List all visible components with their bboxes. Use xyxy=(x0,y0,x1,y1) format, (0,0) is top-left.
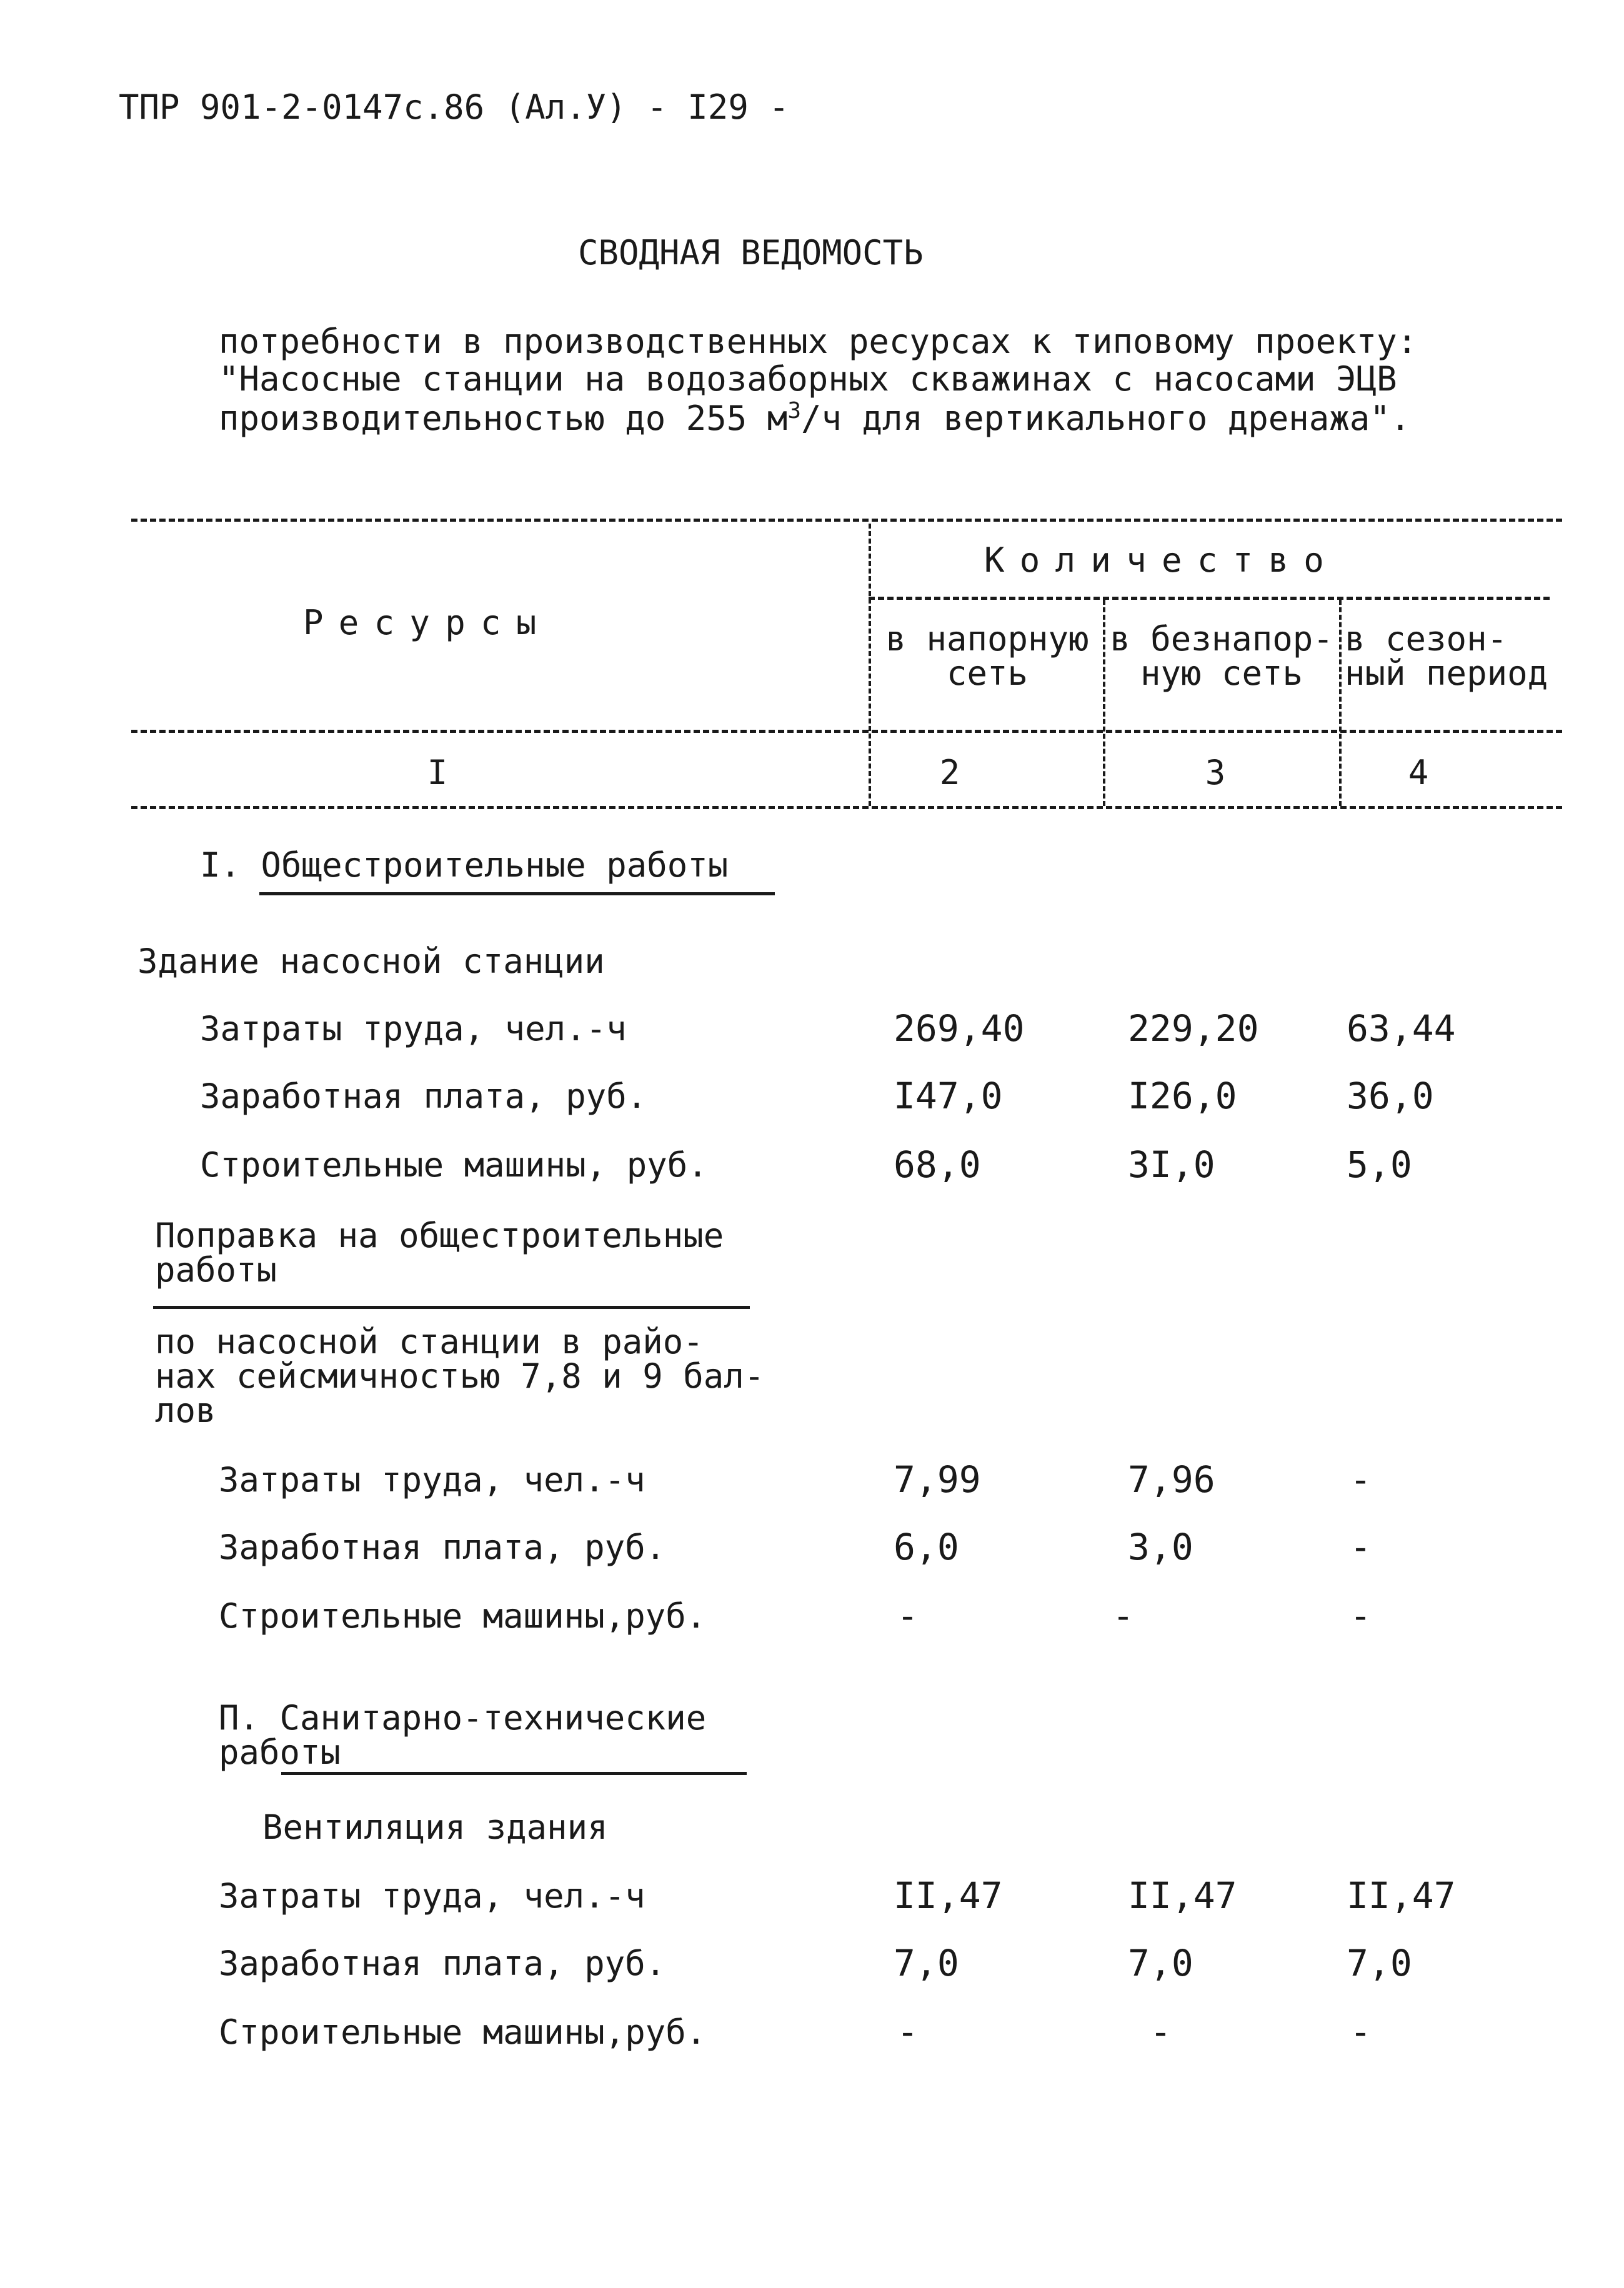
header-bottom-rule xyxy=(131,730,1562,733)
cell-value: 269,40 xyxy=(894,1007,1025,1050)
column-number-3: 3 xyxy=(1205,753,1226,792)
superscript-3: 3 xyxy=(787,398,801,424)
cell-value: - xyxy=(1350,1526,1372,1568)
cell-value: II,47 xyxy=(1128,1874,1237,1917)
row-label: Заработная плата, руб. xyxy=(200,1077,647,1116)
cell-value: - xyxy=(1350,1594,1372,1637)
header-col-pressure-network: в напорную сеть xyxy=(885,619,1089,694)
header-resources: Ресурсы xyxy=(303,603,552,642)
row-label: Строительные машины,руб. xyxy=(219,1596,707,1636)
row-label: Затраты труда, чел.-ч xyxy=(219,1460,645,1500)
quantity-subheader-rule xyxy=(869,597,1550,600)
column-number-1: I xyxy=(427,753,448,792)
cell-value: 6,0 xyxy=(894,1526,959,1568)
cell-value: 7,0 xyxy=(1347,1942,1412,1984)
document-code: ТПР 901-2-0147с.86 (Ал.У) - I29 - xyxy=(119,87,789,127)
cell-value: - xyxy=(1350,2011,1372,2053)
row-label: Строительные машины,руб. xyxy=(219,2012,707,2052)
section-2-title-underline xyxy=(281,1772,747,1775)
table-top-rule xyxy=(131,519,1562,522)
row-label: Заработная плата, руб. xyxy=(219,1528,666,1567)
cell-value: 36,0 xyxy=(1347,1075,1434,1117)
subtitle-line-3a: производительностью до 255 м xyxy=(219,399,788,438)
seismic-correction-description: по насосной станции в райо- нах сейсмичностью 7,8 и 9 бал- лов xyxy=(155,1322,765,1431)
cell-value: - xyxy=(1150,2011,1172,2053)
numbers-bottom-rule xyxy=(131,806,1562,809)
column-separator-3 xyxy=(1339,600,1342,806)
cell-value: 7,99 xyxy=(894,1458,981,1501)
subtitle-line-1: потребности в производственных ресурсах к типовому проекту: xyxy=(219,322,1418,361)
cell-value: I47,0 xyxy=(894,1075,1003,1117)
column-separator-1 xyxy=(869,524,871,806)
header-col-gravity-network: в безнапор- ную сеть xyxy=(1110,619,1333,694)
cell-value: II,47 xyxy=(1347,1874,1456,1917)
cell-value: 68,0 xyxy=(894,1143,981,1186)
group-general-construction-correction: Поправка на общестроительные работы xyxy=(155,1216,724,1290)
row-label: Строительные машины, руб. xyxy=(200,1145,708,1185)
row-label: Заработная плата, руб. xyxy=(219,1944,666,1983)
cell-value: 3,0 xyxy=(1128,1526,1193,1568)
column-number-2: 2 xyxy=(939,753,960,792)
row-label: Затраты труда, чел.-ч xyxy=(200,1009,627,1048)
subtitle-line-2: "Насосные станции на водозаборных скважинах с насосами ЭЦВ xyxy=(219,359,1397,399)
section-1-title-underline xyxy=(259,892,775,895)
column-separator-2 xyxy=(1103,600,1105,806)
section-1-title: I. Общестроительные работы xyxy=(200,845,729,885)
cell-value: 3I,0 xyxy=(1128,1143,1215,1186)
cell-value: 7,0 xyxy=(1128,1942,1193,1984)
document-title: СВОДНАЯ ВЕДОМОСТЬ xyxy=(578,233,924,272)
cell-value: - xyxy=(897,2011,919,2053)
header-col-seasonal: в сезон- ный период xyxy=(1345,619,1548,694)
cell-value: 5,0 xyxy=(1347,1143,1412,1186)
group-pump-station-building: Здание насосной станции xyxy=(137,942,605,981)
cell-value: 7,96 xyxy=(1128,1458,1215,1501)
subtitle-line-3b: /ч для вертикального дренажа". xyxy=(801,399,1411,438)
cell-value: II,47 xyxy=(894,1874,1003,1917)
section-2-title: П. Санитарно-технические работы xyxy=(219,1698,707,1773)
cell-value: - xyxy=(1350,1458,1372,1501)
column-number-4: 4 xyxy=(1408,753,1429,792)
correction-underline xyxy=(153,1306,750,1309)
cell-value: I26,0 xyxy=(1128,1075,1237,1117)
subtitle-line-3 xyxy=(219,398,1411,438)
header-quantity: Количество xyxy=(984,540,1340,580)
cell-value: - xyxy=(1112,1594,1134,1637)
row-label: Затраты труда, чел.-ч xyxy=(219,1876,645,1916)
cell-value: - xyxy=(897,1594,919,1637)
cell-value: 7,0 xyxy=(894,1942,959,1984)
group-building-ventilation: Вентиляция здания xyxy=(262,1808,608,1847)
cell-value: 63,44 xyxy=(1347,1007,1456,1050)
cell-value: 229,20 xyxy=(1128,1007,1259,1050)
